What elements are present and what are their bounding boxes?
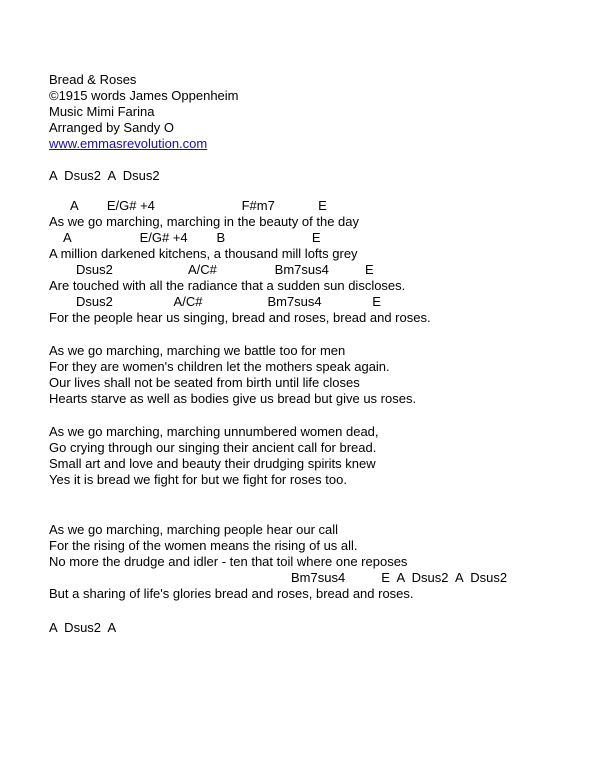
lyric-line: A million darkened kitchens, a thousand mill lofts grey	[49, 246, 358, 261]
lyric-line: As we go marching, marching unnumbered women dead,	[49, 424, 379, 439]
lyric-line: As we go marching, marching people hear our call	[49, 522, 339, 537]
outro-chords: A Dsus2 A	[49, 620, 117, 635]
lyric-line: For they are women's children let the mothers speak again.	[49, 359, 390, 374]
chord-line: Dsus2 A/C# Bm7sus4 E	[76, 294, 381, 309]
credit-music: Music Mimi Farina	[49, 104, 155, 119]
chord-line: A E/G# +4 B E	[63, 230, 321, 245]
lyric-line: For the rising of the women means the rising of us all.	[49, 538, 358, 553]
lyric-line: Go crying through our singing their ancient call for bread.	[49, 440, 377, 455]
lyric-line: As we go marching, marching we battle too for men	[49, 343, 346, 358]
credit-arranged: Arranged by Sandy O	[49, 120, 175, 135]
song-title: Bread & Roses	[49, 72, 137, 87]
intro-chords: A Dsus2 A Dsus2	[49, 168, 160, 183]
lyric-line: No more the drudge and idler - ten that toil where one reposes	[49, 554, 408, 569]
lyric-line: Our lives shall not be seated from birth until life closes	[49, 375, 360, 390]
website-link[interactable]: www.emmasrevolution.com	[49, 136, 208, 151]
lyric-line: Yes it is bread we fight for but we fight for roses too.	[49, 472, 347, 487]
chord-line: Bm7sus4 E A Dsus2 A Dsus2	[291, 570, 508, 585]
lyric-line: As we go marching, marching in the beauty of the day	[49, 214, 360, 229]
chord-line: Dsus2 A/C# Bm7sus4 E	[76, 262, 374, 277]
lyric-line: Are touched with all the radiance that a sudden sun discloses.	[49, 278, 406, 293]
lyric-line: For the people hear us singing, bread and roses, bread and roses.	[49, 310, 431, 325]
lyric-line: But a sharing of life's glories bread and roses, bread and roses.	[49, 586, 414, 601]
lyric-line: Small art and love and beauty their drudging spirits knew	[49, 456, 376, 471]
chord-line: A E/G# +4 F#m7 E	[70, 198, 327, 213]
credit-words: ©1915 words James Oppenheim	[49, 88, 239, 103]
lyric-line: Hearts starve as well as bodies give us bread but give us roses.	[49, 391, 417, 406]
